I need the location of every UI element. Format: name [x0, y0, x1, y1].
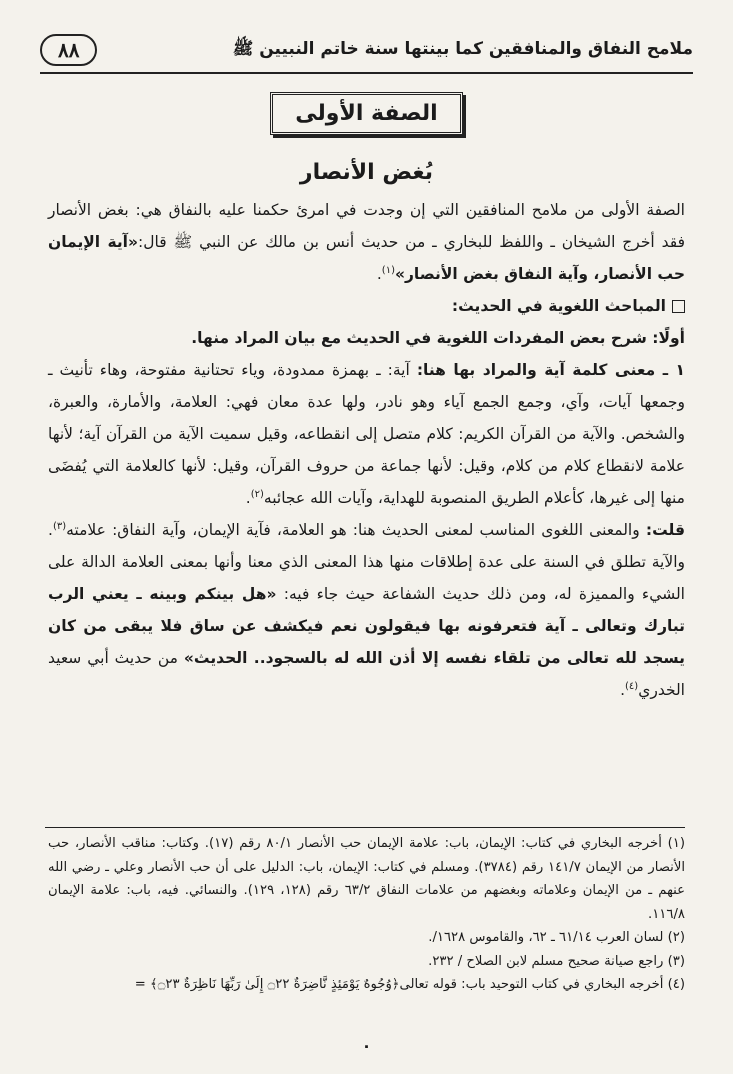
qult-paragraph: قلت: والمعنى اللغوى المناسب لمعنى الحديث هنا: هو العلامة، فآية الإيمان، وآية النفاق: علامته$^{(٣)}$. والآية تطلق في السنة على عدة إطلاقات منها هذا المعنى الذي معنا وأنها بمعنى العلامة الدالة على الشيء والمميزة له، ومن ذلك حديث الشفاعة حيث جاء فيه: «هل بينكم وبينه ـ يعني الرب تبارك وتعالى ـ آية فتعرفونه بها فيقولون نعم فيكشف عن ساق فلا يبقى من كان يسجد لله تعالى من تلقاء نفسه إلا أذن الله له بالسجود.. الحديث» من حديث أبي سعيد الخدري$^{(٤)}$.	[48, 520, 685, 699]
footnote-2: (٢) لسان العرب ٦١/١٤ ـ ٦٢، والقاموس ١٦٢٨/.	[428, 930, 685, 945]
first-point: أولًا: شرح بعض المفردات اللغوية في الحديث مع بيان المراد منها.	[191, 329, 685, 347]
item1-label: ١ ـ معنى كلمة آية والمراد بها هنا:	[416, 361, 685, 379]
item1-text: آية: ـ بهمزة ممدودة، وياء تحتانية مفتوحة، وهاء تأنيث ـ وجمعها آيات، وآي، وجمع الجمع آياء وهو نادر، ولها عدة معان فهي: العلامة، والأمارة، والعبرة، والشخص. والآية من القرآن الكريم: كلام متصل إلى انقطاعه، وقيل سميت الآية من القرآن آية؛ لأنها علامة لانقطاع كلام من كلام، وقيل: لأنها جماعة من حروف القرآن، وقيل: لأنها كالعلامة التي يُفضَى منها إلى غيرها، كأعلام الطريق المنصوبة للهداية، وآيات الله عجائبه	[48, 361, 685, 507]
qult-text: والمعنى اللغوى المناسب لمعنى الحديث هنا: هو العلامة، فآية الإيمان، وآية النفاق: علامته	[66, 521, 640, 539]
section-heading-text: المباحث اللغوية في الحديث:	[451, 297, 666, 315]
subheading: بُغض الأنصار	[299, 160, 434, 185]
hadith-1: «آية الإيمان حب الأنصار، وآية النفاق بغض الأنصار»	[48, 233, 685, 283]
section-heading	[48, 290, 685, 322]
running-title: ملامح النفاق والمنافقين كما بينتها سنة خاتم النبيين ﷺ	[232, 38, 693, 59]
footnote-divider	[45, 827, 685, 828]
page-number: ٨٨	[40, 34, 97, 66]
qult-label: قلت:	[645, 521, 685, 539]
section-title-box: الصفة الأولى	[270, 92, 462, 135]
main-text	[48, 194, 685, 706]
page-header	[40, 28, 693, 72]
footnote-ref-3: (٣)	[52, 520, 67, 532]
para1-text: الصفة الأولى من ملامح المنافقين التي إن وجدت في امرئ حكمنا عليه بالنفاق هي: بغض الأنصار فقد أخرج الشيخان ـ واللفظ للبخاري ـ من حديث أنس بن مالك عن النبي ﷺ قال:	[48, 201, 685, 251]
hadith-2: «هل بينكم وبينه ـ يعني الرب تبارك وتعالى ـ آية فتعرفونه بها فيقولون نعم فيكشف عن ساق فلا يبقى من كان يسجد لله تعالى من تلقاء نفسه إلا أذن الله له بالسجود.. الحديث»	[48, 585, 685, 667]
footnotes	[48, 832, 685, 997]
hadith2-tail: من حديث أبي سعيد الخدري	[48, 649, 685, 699]
title-box-wrap	[0, 92, 733, 135]
qult-text-2: . والآية تطلق في السنة على عدة إطلاقات منها هذا المعنى الذي معنا وأنها بمعنى العلامة الدالة على الشيء والمميزة له، ومن ذلك حديث الشفاعة حيث جاء فيه:	[48, 521, 685, 603]
paragraph-1: الصفة الأولى من ملامح المنافقين التي إن وجدت في امرئ حكمنا عليه بالنفاق هي: بغض الأنصار فقد أخرج الشيخان ـ واللفظ للبخاري ـ من حديث أنس بن مالك عن النبي ﷺ قال:«آية الإيمان حب الأنصار، وآية النفاق بغض الأنصار»$^{(١)}$.	[48, 201, 685, 283]
header-rule	[40, 72, 693, 74]
footnote-1: (١) أخرجه البخاري في كتاب: الإيمان، باب: علامة الإيمان حب الأنصار ٨٠/١ رقم (١٧). وكتاب: مناقب الأنصار، حب الأنصار من الإيمان ١٤١/٧ رقم (٣٧٨٤). ومسلم في كتاب: الإيمان، باب: الدليل على أن حب الأنصار وعلي ـ رضي الله عنهم ـ من الإيمان وعلاماته وبغضهم من علامات النفاق ٦٣/٢ رقم (١٢٨، ١٢٩). والنسائي. فيه، باب: علامة الإيمان ١١٦/٨.	[48, 836, 686, 922]
footnote-4: (٤) أخرجه البخاري في كتاب التوحيد باب: قوله تعالى﴿وُجُوهٌ يَوْمَئِذٍ نَّاضِرَةٌ ۝٢٢ إِلَىٰ رَبِّهَا نَاظِرَةٌ ۝٢٣﴾ =	[134, 977, 685, 992]
footnote-ref-1: (١)	[381, 264, 395, 276]
bottom-mark: ٠	[361, 1036, 372, 1055]
footnote-ref-2: (٢)	[250, 488, 264, 500]
footnote-3: (٣) راجع صيانة صحيح مسلم لابن الصلاح / ٢٣٢.	[428, 953, 685, 969]
item-1: ١ ـ معنى كلمة آية والمراد بها هنا: آية: ـ بهمزة ممدودة، وياء تحتانية مفتوحة، وهاء تأنيث ـ وجمعها آيات، وآي، وجمع الجمع آياء وهو نادر، ولها عدة معان فهي: العلامة، والأمارة، والعبرة، والشخص. والآية من القرآن الكريم: كلام متصل إلى انقطاعه، وقيل سميت الآية من القرآن آية؛ لأنها علامة لانقطاع كلام من كلام، وقيل: لأنها جماعة من حروف القرآن، وقيل: لأنها كالعلامة التي يُفضَى منها إلى غيرها، كأعلام الطريق المنصوبة للهداية، وآيات الله عجائبه$^{(٢)}$.	[48, 361, 685, 507]
checkbox-square-icon	[672, 300, 685, 313]
footnote-ref-4: (٤)	[625, 680, 639, 692]
